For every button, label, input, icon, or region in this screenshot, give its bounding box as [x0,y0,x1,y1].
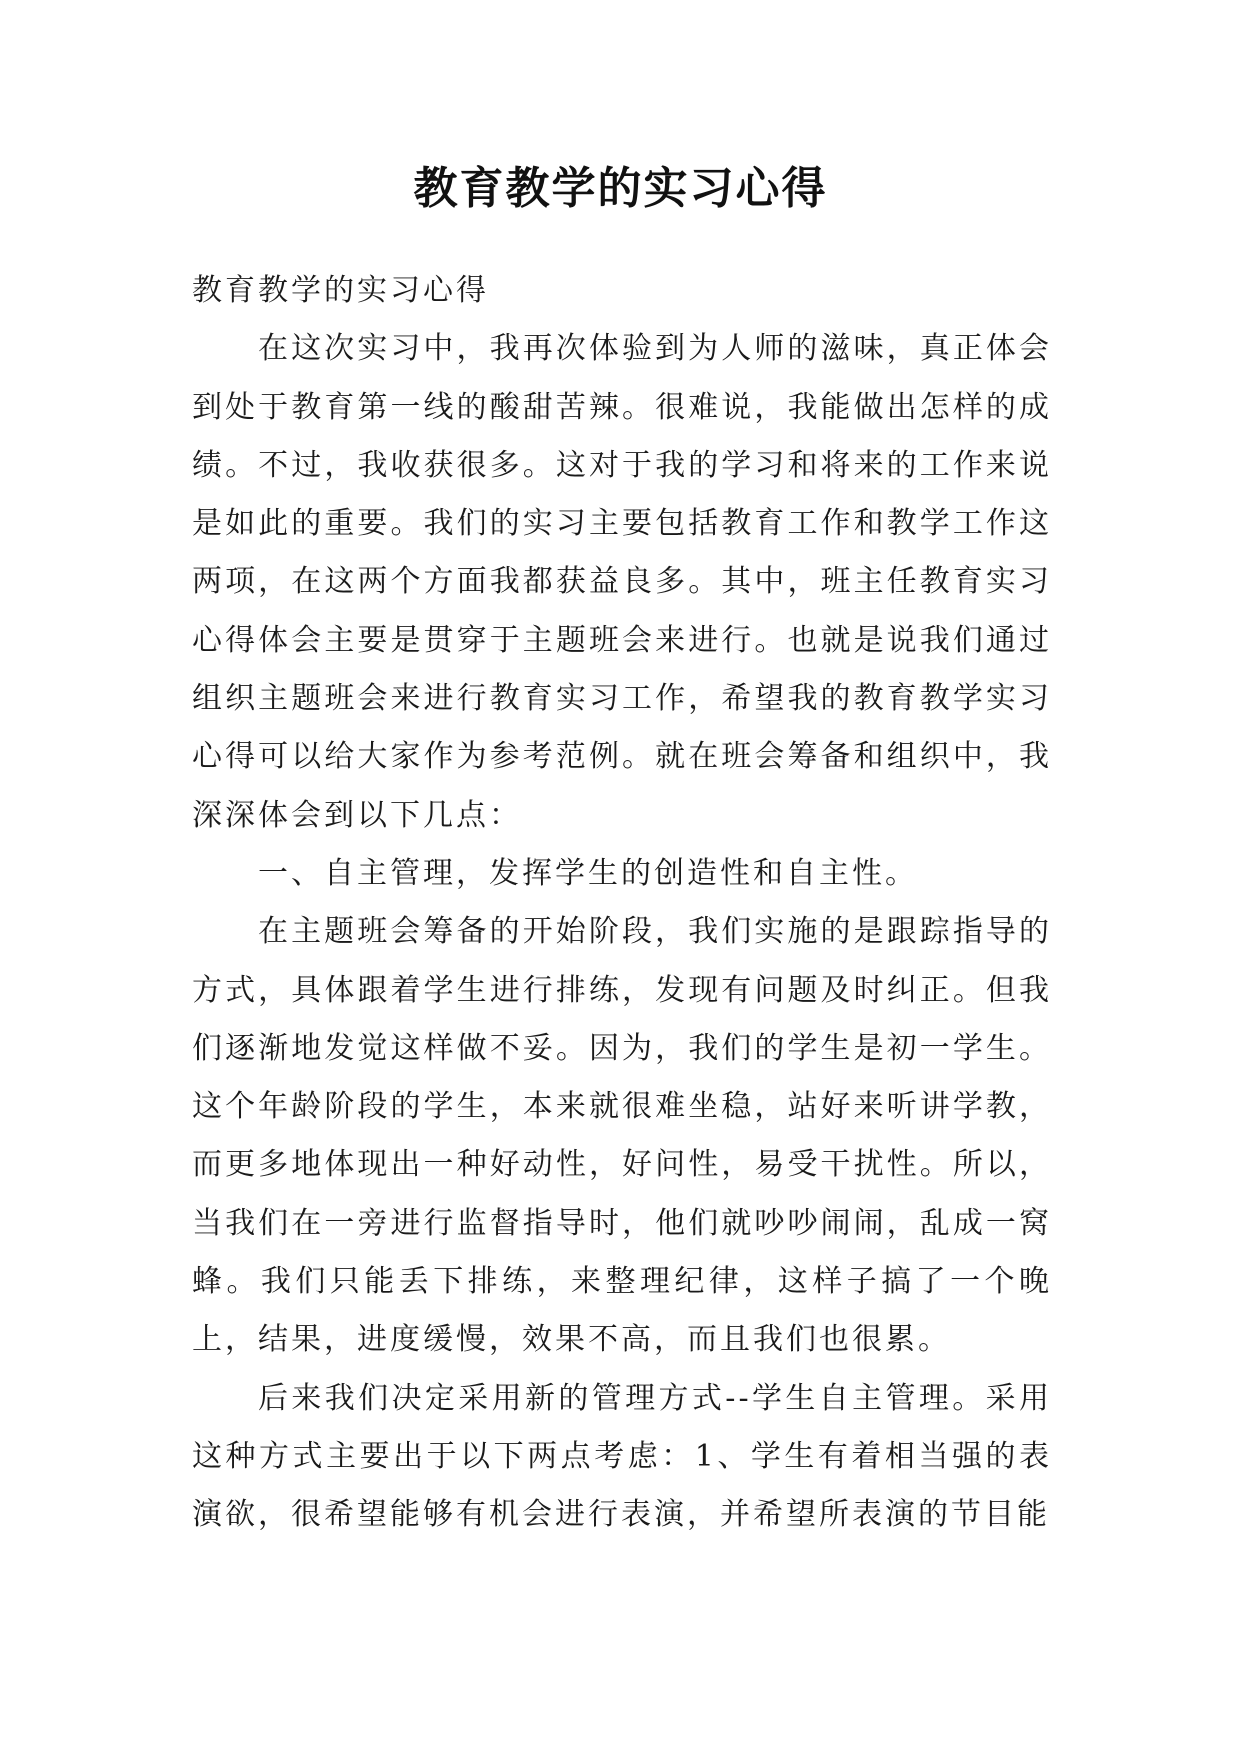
paragraph-intro: 在这次实习中，我再次体验到为人师的滋味，真正体会到处于教育第一线的酸甜苦辣。很难说，我能做出怎样的成绩。不过，我收获很多。这对于我的学习和将来的工作来说是如此的重要。我们的实习主要包括教育工作和教学工作这两项，在这两个方面我都获益良多。其中，班主任教育实习心得体会主要是贯穿于主题班会来进行。也就是说我们通过组织主题班会来进行教育实习工作，希望我的教育教学实习心得可以给大家作为参考范例。就在班会筹备和组织中，我深深体会到以下几点： [192,331,1052,833]
section-heading-1: 一、自主管理，发挥学生的创造性和自主性。 [258,855,918,891]
paragraph-self-management: 后来我们决定采用新的管理方式--学生自主管理。采用这种方式主要出于以下两点考虑：1、学生有着相当强的表演欲，很希望能够有机会进行表演，并希望所表演的节目能 [192,1380,1052,1533]
document-title: 教育教学的实习心得 [413,163,828,214]
document-body [192,262,1052,1545]
body-heading-line: 教育教学的实习心得 [192,273,489,308]
paragraph-tracking-guidance: 在主题班会筹备的开始阶段，我们实施的是跟踪指导的方式，具体跟着学生进行排练，发现有问题及时纠正。但我们逐渐地发觉这样做不妥。因为，我们的学生是初一学生。这个年龄阶段的学生，本来就很难坐稳，站好来听讲学教，而更多地体现出一种好动性，好问性，易受干扰性。所以，当我们在一旁进行监督指导时，他们就吵吵闹闹，乱成一窝蜂。我们只能丢下排练，来整理纪律，这样子搞了一个晚上，结果，进度缓慢，效果不高，而且我们也很累。 [192,914,1052,1358]
